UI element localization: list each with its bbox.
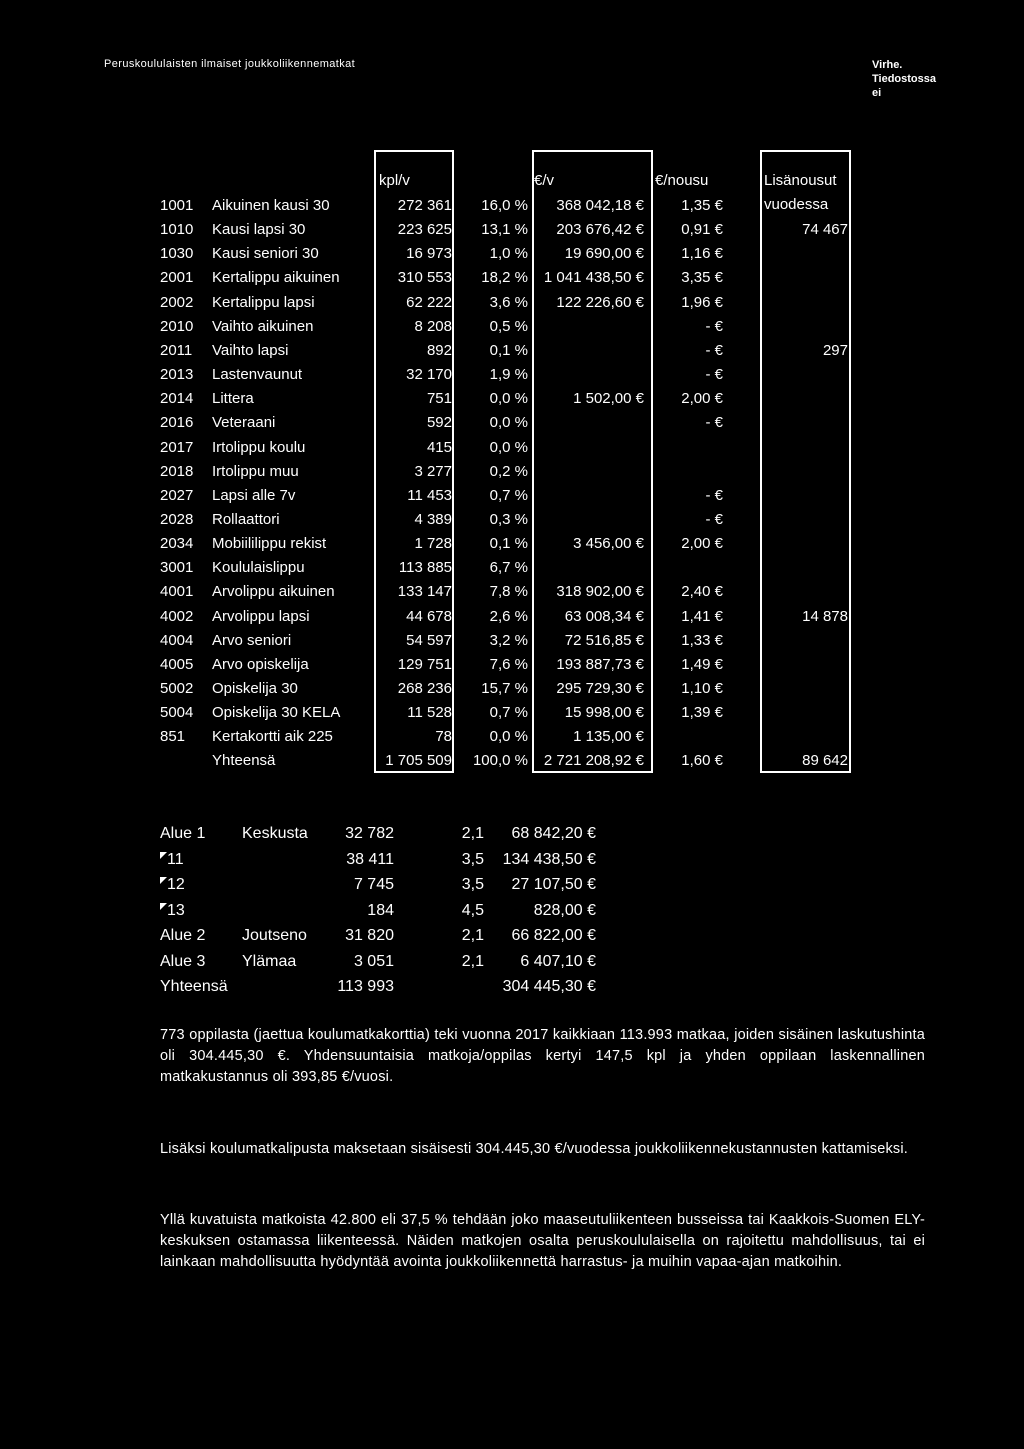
cell-nousu: 1,96 € (681, 293, 723, 311)
cell-kpl: 11 528 (407, 704, 452, 722)
cell-name: Lastenvaunut (212, 366, 303, 384)
cell-name: Vaihto aikuinen (212, 317, 314, 335)
cell-pct: 0,7 % (489, 486, 528, 504)
paragraph-2-text: Lisäksi koulumatkalipusta maksetaan sisäisesti 304.445,30 €/vuodessa joukkoliikennekustannusten kattamiseksi. (160, 1141, 909, 1157)
table-row (0, 532, 1024, 556)
cell-nousu: 0,91 € (681, 221, 723, 239)
table-row (0, 749, 1024, 773)
summary-ratio: 2,1 (461, 825, 484, 842)
cell-lisa: 89 642 (802, 752, 848, 770)
cell-kpl: 223 625 (397, 221, 452, 239)
cell-eur: 318 902,00 € (556, 583, 644, 601)
cell-nousu: - € (705, 510, 723, 528)
cell-kpl: 113 885 (398, 559, 452, 577)
cell-code: 5002 (160, 680, 194, 697)
cell-nousu: 1,10 € (681, 680, 723, 697)
table-row (0, 266, 1024, 290)
cell-kpl: 4 389 (414, 510, 452, 528)
page-header-left: Peruskoululaisten ilmaiset joukkoliikennematkat (104, 58, 356, 70)
header-lisa-1: Lisänousut (764, 172, 837, 189)
cell-nousu: - € (705, 486, 723, 504)
summary-row (0, 873, 1024, 897)
summary-cost: 66 822,00 € (511, 927, 596, 944)
cell-name: Opiskelija 30 KELA (212, 704, 341, 722)
header-kpl: kpl/v (379, 172, 410, 189)
cell-pct: 1,0 % (489, 245, 528, 263)
cell-pct: 7,6 % (489, 655, 528, 673)
cell-kpl: 133 147 (397, 583, 452, 601)
cell-nousu: 1,16 € (681, 245, 723, 263)
summary-area-label: Alue 1 (160, 825, 206, 842)
table-row (0, 653, 1024, 677)
cell-pct: 7,8 % (489, 583, 528, 601)
table-row (0, 556, 1024, 580)
cell-kpl: 62 222 (406, 293, 452, 311)
cell-eur: 122 226,60 € (556, 293, 644, 311)
cell-lisa: 74 467 (802, 221, 848, 239)
cell-name: Kausi lapsi 30 (212, 221, 306, 239)
cell-code: 2001 (160, 269, 194, 287)
cell-kpl: 1 728 (414, 535, 452, 553)
cell-pct: 15,7 % (481, 680, 528, 697)
cell-eur: 15 998,00 € (564, 704, 644, 722)
summary-place: Joutseno (242, 927, 307, 944)
cell-pct: 0,5 % (489, 317, 528, 335)
cell-code: 4002 (160, 607, 194, 625)
summary-area-label: Alue 2 (160, 927, 206, 944)
summary-area (160, 822, 205, 846)
cell-nousu: - € (705, 341, 723, 359)
summary-place: Ylämaa (242, 952, 297, 970)
table-row (0, 460, 1024, 484)
header-right-line2: Tiedostossa ei (872, 73, 936, 99)
cell-pct: 0,0 % (489, 414, 528, 432)
summary-area (160, 950, 205, 974)
cell-name: Aikuinen kausi 30 (212, 197, 330, 214)
summary-area (160, 873, 185, 897)
summary-area (160, 924, 205, 948)
cell-code: 2028 (160, 510, 194, 528)
cell-name: Koululaislippu (212, 559, 305, 577)
cell-pct: 100,0 % (472, 752, 528, 770)
cell-pct: 6,7 % (489, 559, 528, 577)
summary-ratio: 3,5 (461, 850, 484, 868)
cell-eur: 1 041 438,50 € (543, 269, 644, 287)
comment-marker-icon (160, 852, 167, 859)
cell-name: Arvo opiskelija (212, 655, 309, 673)
table-row (0, 339, 1024, 363)
cell-nousu: 3,35 € (681, 269, 723, 287)
cell-kpl: 415 (426, 438, 452, 456)
summary-ratio: 4,5 (461, 901, 484, 919)
summary-row (0, 950, 1024, 974)
cell-eur: 1 502,00 € (573, 390, 644, 408)
table-row (0, 725, 1024, 749)
paragraph-2 (160, 1139, 925, 1160)
table-row (0, 194, 1024, 218)
cell-kpl: 268 236 (397, 680, 452, 697)
table-row (0, 242, 1024, 266)
cell-pct: 13,1 % (481, 221, 528, 239)
cell-nousu: 1,49 € (681, 655, 723, 673)
cell-eur: 3 456,00 € (573, 535, 644, 553)
cell-kpl: 78 (435, 728, 452, 746)
summary-area-label: 13 (167, 901, 185, 919)
cell-code: 3001 (160, 559, 194, 577)
summary-area-label: Alue 3 (160, 952, 206, 970)
cell-eur: 63 008,34 € (564, 607, 644, 625)
cell-kpl: 310 553 (397, 269, 452, 287)
cell-code: 2034 (160, 535, 194, 553)
cell-eur: 19 690,00 € (564, 245, 644, 263)
cell-nousu: 2,40 € (681, 583, 723, 601)
summary-trips: 3 051 (353, 952, 394, 970)
cell-code: 2013 (160, 366, 194, 384)
cell-lisa: 14 878 (802, 607, 848, 625)
cell-nousu: 1,60 € (681, 752, 723, 770)
cell-code: 2011 (160, 341, 193, 359)
cell-kpl: 16 973 (406, 245, 452, 263)
summary-row (0, 924, 1024, 948)
cell-nousu: 2,00 € (681, 535, 723, 553)
cell-eur: 368 042,18 € (556, 197, 644, 214)
cell-name: Opiskelija 30 (212, 680, 298, 697)
cell-kpl: 44 678 (406, 607, 452, 625)
cell-code: 2002 (160, 293, 194, 311)
summary-area-label: Yhteensä (160, 978, 228, 995)
cell-kpl: 11 453 (407, 486, 452, 504)
table-row (0, 363, 1024, 387)
paragraph-3-text: Yllä kuvatuista matkoista 42.800 eli 37,5 % tehdään joko maaseutuliikenteen busseissa tai Kaakkois-Suomen ELY-keskuksen ostamassa liikenteessä. Näiden matkojen osalta peruskoululaisella on rajoitettu mahdollisuus, tai ei lainkaan mahdollisuutta hyödyntää avointa joukkoliikennettä harrastus- ja muihin vapaa-ajan matkoihin. (160, 1212, 925, 1270)
cell-pct: 16,0 % (481, 197, 528, 214)
cell-name: Yhteensä (212, 752, 276, 770)
table-row (0, 218, 1024, 242)
comment-marker-icon (160, 877, 167, 884)
summary-trips: 32 782 (345, 825, 394, 842)
cell-pct: 0,3 % (489, 510, 528, 528)
summary-cost: 304 445,30 € (502, 978, 596, 995)
cell-pct: 2,6 % (489, 607, 528, 625)
summary-area-label: 12 (167, 876, 185, 893)
cell-name: Irtolippu muu (212, 462, 299, 480)
summary-cost: 68 842,20 € (511, 825, 596, 842)
cell-pct: 3,2 % (489, 631, 528, 649)
cell-nousu: 1,33 € (681, 631, 723, 649)
cell-pct: 0,0 % (489, 390, 528, 408)
cell-eur: 72 516,85 € (564, 631, 644, 649)
cell-lisa: 297 (822, 341, 848, 359)
cell-eur: 193 887,73 € (556, 655, 644, 673)
summary-place: Keskusta (242, 825, 308, 842)
cell-name: Kertalippu lapsi (212, 293, 315, 311)
cell-kpl: 751 (426, 390, 452, 408)
cell-name: Littera (212, 390, 254, 408)
cell-code: 2027 (160, 486, 194, 504)
cell-code: 2014 (160, 390, 194, 408)
summary-ratio: 2,1 (461, 952, 484, 970)
cell-pct: 0,0 % (489, 438, 528, 456)
cell-nousu: 1,39 € (681, 704, 723, 722)
cell-kpl: 1 705 509 (385, 752, 452, 770)
table-row (0, 436, 1024, 460)
summary-area-label: 11 (167, 850, 184, 868)
cell-name: Veteraani (212, 414, 276, 432)
cell-kpl: 3 277 (414, 462, 452, 480)
summary-row (0, 899, 1024, 923)
cell-pct: 0,7 % (489, 704, 528, 722)
cell-nousu: 1,41 € (681, 607, 723, 625)
summary-cost: 134 438,50 € (502, 850, 596, 868)
header-lisa-2: vuodessa (764, 196, 829, 213)
cell-eur: 2 721 208,92 € (543, 752, 644, 770)
cell-code: 851 (160, 728, 186, 746)
cell-eur: 1 135,00 € (573, 728, 644, 746)
table-row (0, 580, 1024, 604)
cell-nousu: - € (705, 366, 723, 384)
cell-pct: 1,9 % (489, 366, 528, 384)
cell-code: 4004 (160, 631, 194, 649)
summary-row (0, 822, 1024, 846)
summary-ratio: 3,5 (461, 876, 484, 893)
summary-trips: 38 411 (346, 850, 394, 868)
cell-kpl: 54 597 (406, 631, 452, 649)
cell-code: 2010 (160, 317, 194, 335)
summary-area (160, 848, 184, 872)
summary-row (0, 975, 1024, 999)
page-header-right (872, 58, 936, 100)
summary-trips: 7 745 (353, 876, 394, 893)
summary-cost: 27 107,50 € (511, 876, 596, 893)
summary-cost: 6 407,10 € (520, 952, 596, 970)
cell-kpl: 592 (426, 414, 452, 432)
cell-eur: 203 676,42 € (556, 221, 644, 239)
cell-name: Kertakortti aik 225 (212, 728, 333, 746)
cell-code: 4001 (160, 583, 194, 601)
summary-trips: 184 (367, 901, 394, 919)
table-row (0, 411, 1024, 435)
summary-trips: 113 993 (337, 978, 394, 995)
summary-ratio: 2,1 (461, 927, 484, 944)
cell-pct: 0,1 % (489, 341, 528, 359)
summary-area (160, 975, 228, 999)
cell-kpl: 892 (426, 341, 452, 359)
cell-pct: 0,2 % (489, 462, 528, 480)
cell-kpl: 129 751 (397, 655, 452, 673)
cell-nousu: 1,35 € (681, 197, 723, 214)
cell-name: Arvolippu lapsi (212, 607, 310, 625)
cell-nousu: - € (705, 317, 723, 335)
cell-code: 5004 (160, 704, 194, 722)
cell-eur: 295 729,30 € (556, 680, 644, 697)
cell-name: Irtolippu koulu (212, 438, 306, 456)
cell-pct: 3,6 % (489, 293, 528, 311)
header-eur: €/v (534, 172, 555, 189)
cell-kpl: 32 170 (406, 366, 452, 384)
cell-code: 1030 (160, 245, 194, 263)
cell-name: Kertalippu aikuinen (212, 269, 340, 287)
summary-row (0, 848, 1024, 872)
cell-kpl: 272 361 (397, 197, 452, 214)
cell-code: 4005 (160, 655, 194, 673)
table-row (0, 291, 1024, 315)
table-row (0, 387, 1024, 411)
cell-pct: 0,1 % (489, 535, 528, 553)
paragraph-1-text: 773 oppilasta (jaettua koulumatkakorttia) teki vuonna 2017 kaikkiaan 113.993 matkaa, joiden sisäinen laskutushinta oli 304.445,30 €. Yhdensuuntaisia matkoja/oppilas kertyi 147,5 kpl ja yhden oppilaan laskennallinen matkakustannus oli 393,85 €/vuosi. (160, 1027, 925, 1085)
table-row (0, 484, 1024, 508)
cell-pct: 18,2 % (481, 269, 528, 287)
cell-code: 2016 (160, 414, 194, 432)
summary-area (160, 899, 185, 923)
paragraph-3 (160, 1210, 925, 1273)
header-nousu: €/nousu (655, 172, 709, 189)
cell-name: Kausi seniori 30 (212, 245, 319, 263)
table-row (0, 677, 1024, 701)
summary-trips: 31 820 (345, 927, 394, 944)
cell-name: Arvo seniori (212, 631, 292, 649)
table-row (0, 508, 1024, 532)
cell-nousu: - € (705, 414, 723, 432)
paragraph-1 (160, 1025, 925, 1088)
table-row (0, 605, 1024, 629)
table-row (0, 701, 1024, 725)
cell-name: Arvolippu aikuinen (212, 583, 335, 601)
table-row (0, 629, 1024, 653)
table-row (0, 315, 1024, 339)
cell-name: Rollaattori (212, 510, 280, 528)
cell-code: 2017 (160, 438, 194, 456)
cell-code: 1001 (160, 197, 194, 214)
cell-kpl: 8 208 (414, 317, 452, 335)
header-right-line1: Virhe. (872, 59, 903, 71)
cell-name: Vaihto lapsi (212, 341, 289, 359)
cell-code: 1010 (160, 221, 194, 239)
cell-nousu: 2,00 € (681, 390, 723, 408)
cell-name: Lapsi alle 7v (212, 486, 296, 504)
cell-pct: 0,0 % (489, 728, 528, 746)
summary-cost: 828,00 € (533, 901, 596, 919)
comment-marker-icon (160, 903, 167, 910)
cell-name: Mobiililippu rekist (212, 535, 327, 553)
cell-code: 2018 (160, 462, 194, 480)
